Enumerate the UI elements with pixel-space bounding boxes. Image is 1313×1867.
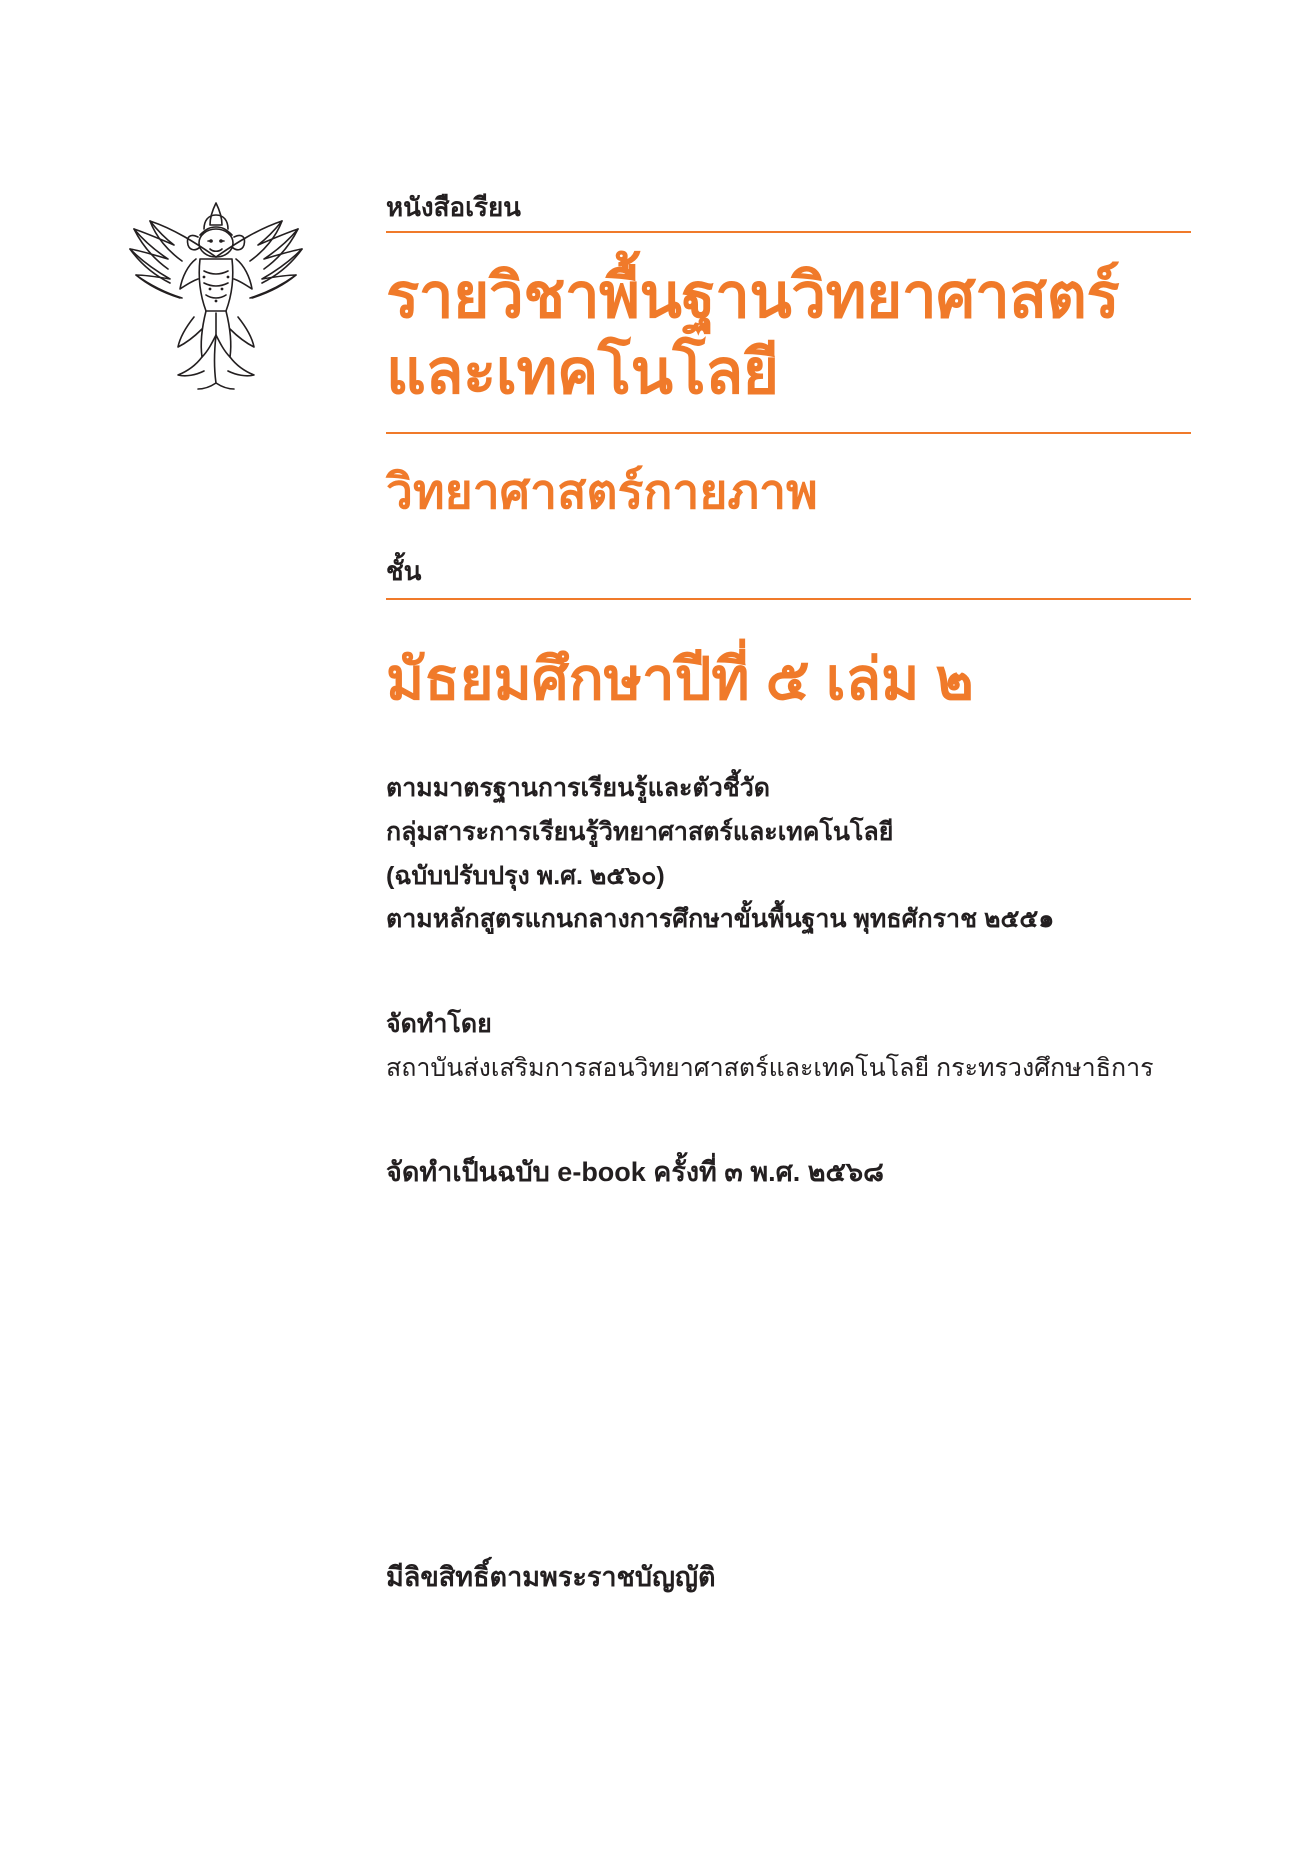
grade-title: มัธยมศึกษาปีที่ ๕ เล่ม ๒ bbox=[386, 646, 974, 712]
book-type-label: หนังสือเรียน bbox=[386, 192, 521, 222]
credit-organization: สถาบันส่งเสริมการสอนวิทยาศาสตร์และเทคโนโลยี กระทรวงศึกษาธิการ bbox=[386, 1054, 1154, 1083]
divider-middle bbox=[386, 432, 1191, 434]
divider-top bbox=[386, 231, 1191, 233]
standards-block bbox=[386, 767, 1191, 942]
page-title bbox=[386, 259, 1191, 410]
credit-heading: จัดทำโดย bbox=[386, 1010, 492, 1039]
copyright-note: มีลิขสิทธิ์ตามพระราชบัญญัติ bbox=[386, 1562, 716, 1592]
main-title-line-2: และเทคโนโลยี bbox=[386, 337, 779, 407]
main-title-line-1: รายวิชาพื้นฐานวิทยาศาสตร์ bbox=[386, 262, 1120, 332]
divider-level bbox=[386, 598, 1191, 600]
standards-line-1: ตามมาตรฐานการเรียนรู้และตัวชี้วัด bbox=[386, 774, 770, 803]
cover-title-block bbox=[386, 190, 1191, 1193]
subject-title: วิทยาศาสตร์กายภาพ bbox=[386, 466, 818, 520]
standards-line-2: กลุ่มสาระการเรียนรู้วิทยาศาสตร์และเทคโนโลยี bbox=[386, 817, 894, 846]
standards-line-3: (ฉบับปรับปรุง พ.ศ. ๒๕๖๐) bbox=[386, 861, 665, 890]
level-label: ชั้น bbox=[386, 555, 422, 586]
edition-note: จัดทำเป็นฉบับ e-book ครั้งที่ ๓ พ.ศ. ๒๕๖๘ bbox=[386, 1157, 884, 1188]
garuda-emblem-icon bbox=[116, 185, 316, 400]
standards-line-4: ตามหลักสูตรแกนกลางการศึกษาขั้นพื้นฐาน พุทธศักราช ๒๕๕๑ bbox=[386, 905, 1055, 934]
